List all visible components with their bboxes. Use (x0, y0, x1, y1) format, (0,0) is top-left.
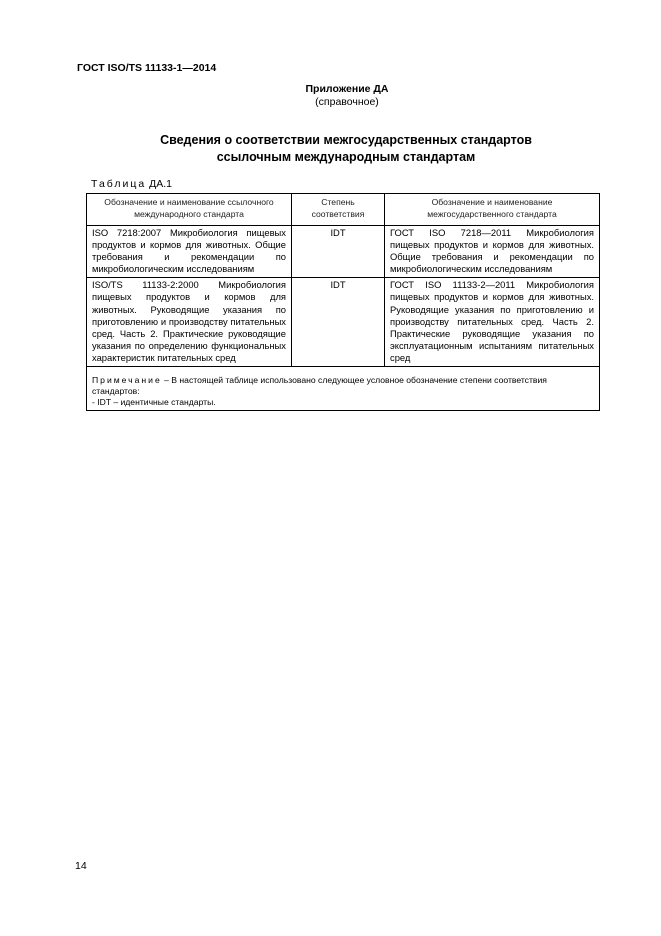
page-number: 14 (75, 860, 87, 872)
table-caption (91, 178, 172, 190)
cell-degree: IDT (292, 278, 385, 367)
appendix-title: Приложение ДА (305, 83, 389, 95)
cell-international-standard: ISO 7218:2007 Микробиология пищевых продуктов и кормов для животных. Общие требования и рекомендации по микробиологическим исследованиям (87, 226, 292, 278)
section-title-line-2: ссылочным международным стандартам (216, 150, 476, 164)
header-degree-of-correspondence: Степень соответствия (292, 194, 385, 226)
cell-interstate-standard: ГОСТ ISO 7218—2011 Микробиология пищевых продуктов и кормов для животных. Общие требования и рекомендации по микробиологическим исследованиям (385, 226, 600, 278)
cell-interstate-standard: ГОСТ ISO 11133-2—2011 Микробиология пищевых продуктов и кормов для животных. Руководящие указания по приготовлению и производству питательных сред. Часть 2. Практические руководящие указания по эксплуатационным испытаниям питательных сред (385, 278, 600, 367)
table-note (87, 367, 600, 411)
section-title (100, 132, 592, 166)
table-header-row (87, 194, 600, 226)
header-international-standard: Обозначение и наименование ссылочного международного стандарта (87, 194, 292, 226)
section-title-line-1: Сведения о соответствии межгосударственных стандартов (160, 133, 532, 147)
cell-international-standard: ISO/TS 11133-2:2000 Микробиология пищевых продуктов и кормов для животных. Руководящие указания по приготовлению и производству питательных сред. Часть 2. Практические руководящие указания по определению функциональных характеристик питательных сред (87, 278, 292, 367)
table-caption-label: Таблица (91, 178, 147, 190)
note-label: Примечание (92, 375, 162, 386)
correspondence-table (86, 193, 600, 411)
note-item: - IDT – идентичные стандарты. (92, 397, 216, 408)
table-caption-number: ДА.1 (149, 178, 172, 190)
table-note-row (87, 367, 600, 411)
table-row (87, 278, 600, 367)
table-row (87, 226, 600, 278)
note-text: – В настоящей таблице использовано следующее условное обозначение степени соответствия стандартов: (92, 375, 547, 397)
document-code: ГОСТ ISO/TS 11133-1—2014 (77, 62, 217, 74)
header-interstate-standard: Обозначение и наименование межгосударственного стандарта (385, 194, 600, 226)
cell-degree: IDT (292, 226, 385, 278)
appendix-subtitle: (справочное) (315, 96, 379, 108)
appendix-heading (277, 83, 417, 109)
